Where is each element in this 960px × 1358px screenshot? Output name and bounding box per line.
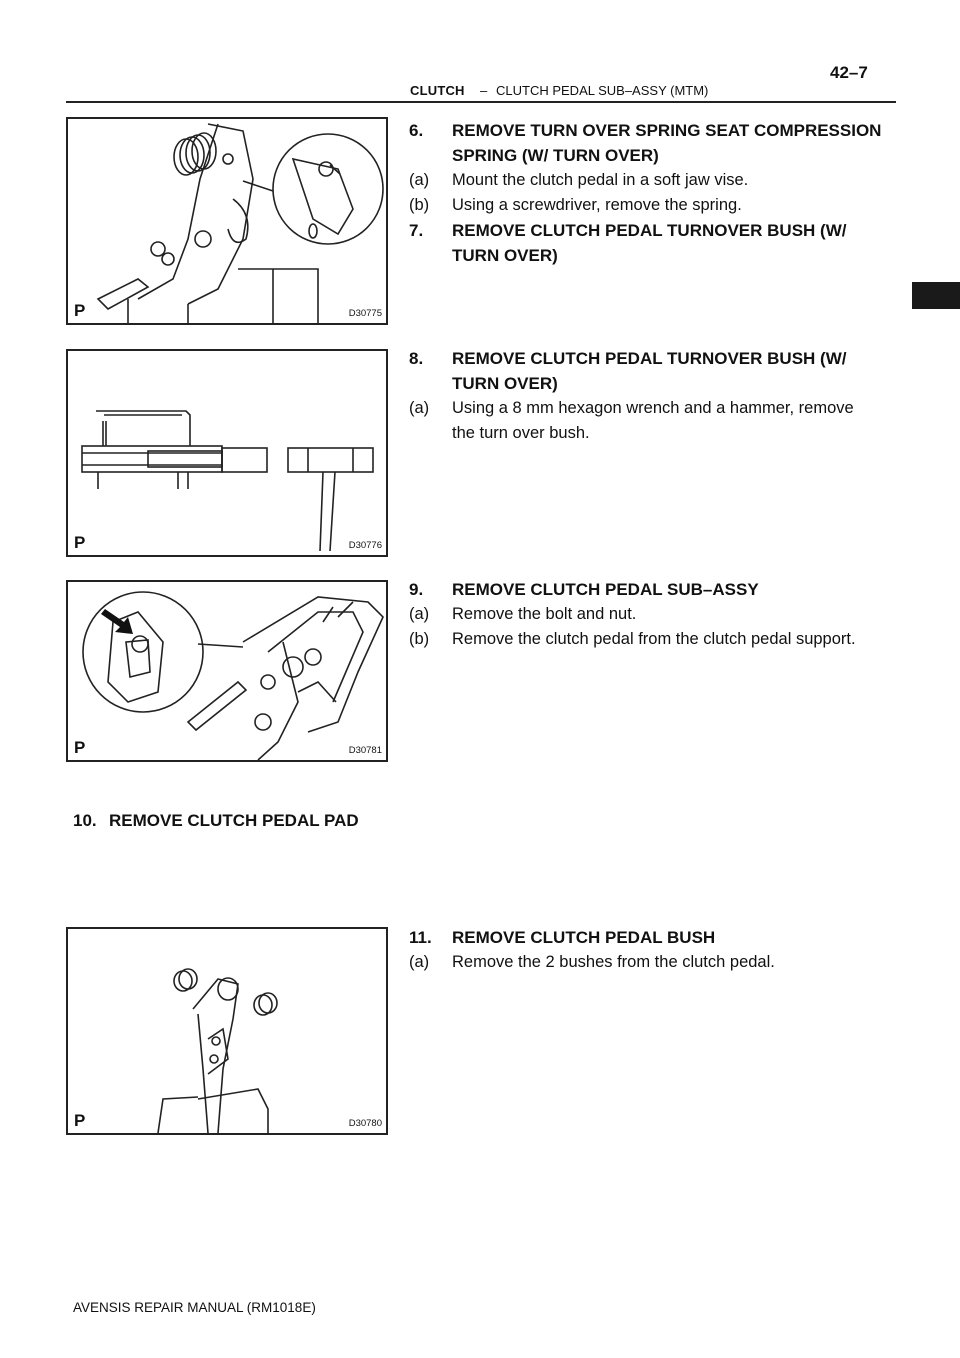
footer-manual: AVENSIS REPAIR MANUAL (RM1018E) (73, 1300, 316, 1315)
step-9a: (a) Remove the bolt and nut. (409, 605, 637, 623)
header-subtitle: CLUTCH PEDAL SUB–ASSY (MTM) (496, 83, 709, 98)
step-6: 6. REMOVE TURN OVER SPRING SEAT COMPRESSION SPRING (W/ TURN OVER) (409, 121, 882, 165)
step-11a: (a) Remove the 2 bushes from the clutch pedal. (409, 953, 775, 971)
step-8a: (a) Using a 8 mm hexagon wrench and a hammer, remove the turn over bush. (409, 399, 854, 442)
step-7: 7. REMOVE CLUTCH PEDAL TURNOVER BUSH (W/ TURN OVER) (409, 221, 847, 265)
figure-code: D30776 (348, 540, 382, 551)
arrow-icon (101, 609, 133, 634)
step-8: 8. REMOVE CLUTCH PEDAL TURNOVER BUSH (W/ TURN OVER) (409, 349, 847, 393)
figure-marker: P (74, 533, 86, 552)
step-6b: (b) Using a screwdriver, remove the spring. (409, 196, 742, 214)
pedal-assembly-illustration (68, 582, 386, 760)
wrench-hammer-illustration (68, 351, 386, 555)
step-9b: (b) Remove the clutch pedal from the clutch pedal support. (409, 630, 856, 648)
figure-code: D30781 (348, 745, 382, 756)
figure-marker: P (74, 738, 86, 757)
figure-code: D30780 (348, 1118, 382, 1129)
figure-code: D30775 (348, 308, 382, 319)
pedal-bush-illustration (68, 929, 386, 1133)
figure-marker: P (74, 301, 86, 320)
figure-bush-removal (66, 349, 388, 557)
step-10: 10. REMOVE CLUTCH PEDAL PAD (73, 811, 359, 830)
header-dash: – (480, 83, 488, 98)
figure-marker: P (74, 1111, 86, 1130)
figure-spring-removal (66, 117, 388, 325)
step-9: 9. REMOVE CLUTCH PEDAL SUB–ASSY (409, 580, 759, 599)
figure-pedal-removal (66, 580, 388, 762)
header-section: CLUTCH (410, 83, 465, 98)
header-rule (66, 101, 896, 103)
step-11: 11. REMOVE CLUTCH PEDAL BUSH (409, 928, 716, 947)
page-number: 42–7 (830, 63, 868, 82)
section-tab (912, 282, 960, 309)
pedal-spring-illustration (68, 119, 386, 323)
figure-bush-pedal (66, 927, 388, 1135)
step-6a: (a) Mount the clutch pedal in a soft jaw vise. (409, 171, 749, 189)
